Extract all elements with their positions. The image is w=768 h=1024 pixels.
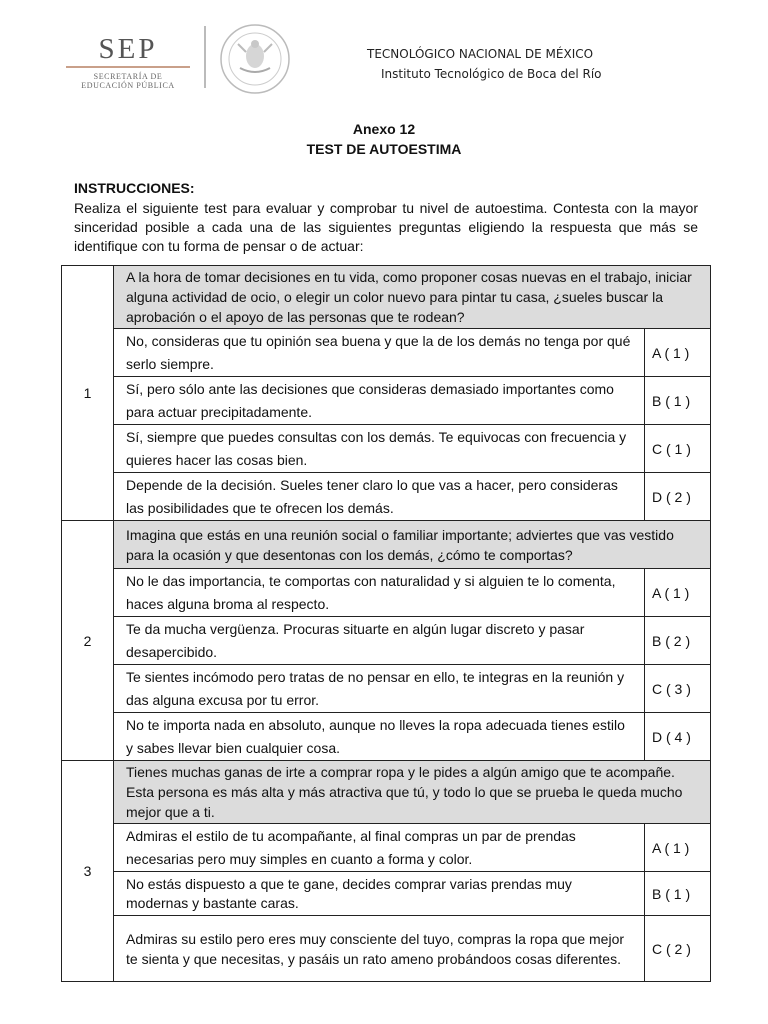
question-text: Imagina que estás en una reunión social o familiar importante; adviertes que vas vestido para la ocasión y que desentonas con los demás, ¿cómo te comportas?	[114, 521, 711, 569]
question-text: Tienes muchas ganas de irte a comprar ropa y le pides a algún amigo que te acompañe. Esta persona es más alta y más atractiva que tú, y todo lo que se prueba le queda mucho mejor que a ti.	[114, 761, 711, 824]
answer-row	[62, 329, 711, 377]
answer-option-text: Te sientes incómodo pero tratas de no pensar en ello, te integras en la reunión y das alguna excusa por tu error.	[114, 665, 645, 713]
answer-option-text: Admiras su estilo pero eres muy consciente del tuyo, compras la ropa que mejor te sienta y que necesitas, y pasáis un rato ameno probándoos cosas diferentes.	[114, 916, 645, 982]
answer-option-value: D ( 2 )	[645, 473, 711, 521]
answer-option-text: Depende de la decisión. Sueles tener claro lo que vas a hacer, pero consideras las posibilidades que te ofrecen los demás.	[114, 473, 645, 521]
answer-option-text: No te importa nada en absoluto, aunque no lleves la ropa adecuada tienes estilo y sabes llevar bien cualquier cosa.	[114, 713, 645, 761]
coat-of-arms-seal-icon	[218, 22, 292, 96]
answer-option-text: No estás dispuesto a que te gane, decides comprar varias prendas muy modernas y bastante caras.	[114, 872, 645, 916]
answer-option-value: A ( 1 )	[645, 329, 711, 377]
answer-option-value: C ( 2 )	[645, 916, 711, 982]
question-number: 2	[62, 521, 114, 761]
answer-option-text: Admiras el estilo de tu acompañante, al final compras un par de prendas necesarias pero muy simples en cuanto a forma y color.	[114, 824, 645, 872]
question-text: A la hora de tomar decisiones en tu vida, como proponer cosas nuevas en el trabajo, iniciar alguna actividad de ocio, o elegir un color nuevo para pintar tu casa, ¿sueles buscar la aprobación o el apoyo de las personas que te rodean?	[114, 266, 711, 329]
test-title: TEST DE AUTOESTIMA	[306, 141, 462, 157]
answer-option-text: No, consideras que tu opinión sea buena y que la de los demás no tenga por qué serlo siempre.	[114, 329, 645, 377]
question-row	[62, 521, 711, 569]
question-row	[62, 266, 711, 329]
answer-option-value: B ( 1 )	[645, 872, 711, 916]
answer-row	[62, 713, 711, 761]
answer-row	[62, 473, 711, 521]
answer-row	[62, 617, 711, 665]
question-row	[62, 761, 711, 824]
answer-option-value: B ( 2 )	[645, 617, 711, 665]
institution-name: TECNOLÓGICO NACIONAL DE MÉXICO	[367, 47, 594, 61]
sep-logo-subtitle-1: SECRETARÍA DE	[93, 72, 163, 81]
instructions-heading: INSTRUCCIONES:	[74, 180, 195, 196]
sep-logo-rule	[66, 66, 190, 68]
answer-option-text: Sí, siempre que puedes consultas con los demás. Te equivocas con frecuencia y quieres hacer las cosas bien.	[114, 425, 645, 473]
answer-row	[62, 916, 711, 982]
answer-row	[62, 425, 711, 473]
answer-row	[62, 377, 711, 425]
answer-option-value: A ( 1 )	[645, 569, 711, 617]
question-number: 1	[62, 266, 114, 521]
answer-row	[62, 824, 711, 872]
annex-label: Anexo 12	[352, 121, 416, 137]
logo-divider	[204, 26, 206, 88]
campus-name: Instituto Tecnológico de Boca del Río	[381, 67, 602, 81]
answer-option-text: Te da mucha vergüenza. Procuras situarte en algún lugar discreto y pasar desapercibido.	[114, 617, 645, 665]
answer-option-value: C ( 1 )	[645, 425, 711, 473]
answer-option-value: A ( 1 )	[645, 824, 711, 872]
sep-logo	[66, 34, 190, 90]
instructions-text: Realiza el siguiente test para evaluar y comprobar tu nivel de autoestima. Contesta con la mayor sinceridad posible a cada una de las siguientes preguntas eligiendo la respuesta que más se identifique con tu forma de pensar o de actuar:	[74, 200, 698, 254]
answer-option-text: No le das importancia, te comportas con naturalidad y si alguien te lo comenta, haces alguna broma al respecto.	[114, 569, 645, 617]
sep-logo-text: SEP	[98, 33, 158, 65]
answer-option-text: Sí, pero sólo ante las decisiones que consideras demasiado importantes como para actuar precipitadamente.	[114, 377, 645, 425]
questionnaire-table	[61, 265, 711, 982]
document-header	[0, 0, 768, 110]
answer-row	[62, 665, 711, 713]
answer-row	[62, 569, 711, 617]
question-number: 3	[62, 761, 114, 982]
sep-logo-subtitle-2: EDUCACIÓN PÚBLICA	[81, 81, 175, 90]
answer-option-value: B ( 1 )	[645, 377, 711, 425]
answer-option-value: C ( 3 )	[645, 665, 711, 713]
answer-option-value: D ( 4 )	[645, 713, 711, 761]
answer-row	[62, 872, 711, 916]
